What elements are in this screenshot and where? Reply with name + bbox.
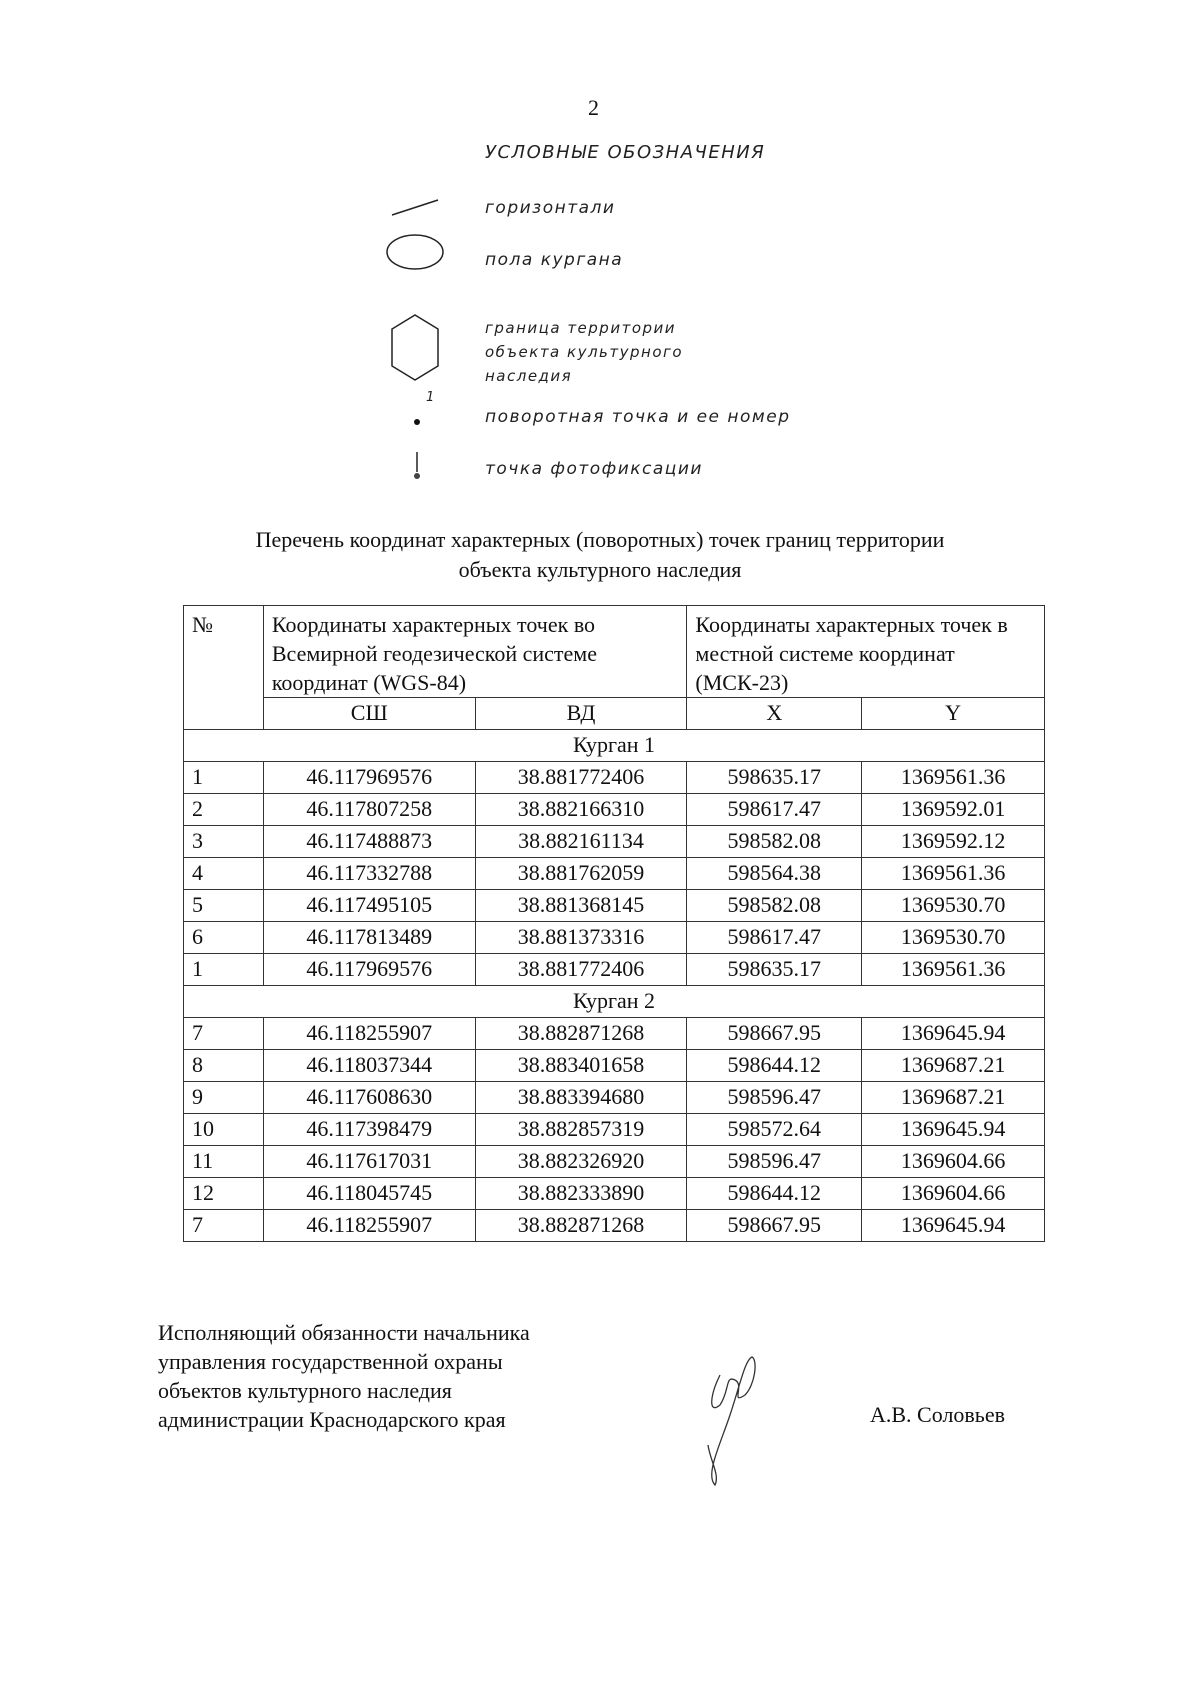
latitude: 46.117495105 bbox=[263, 890, 475, 922]
table-title bbox=[150, 525, 1050, 585]
y-coord: 1369687.21 bbox=[862, 1082, 1045, 1114]
point-number-marker: 1 bbox=[426, 390, 436, 405]
x-coord: 598564.38 bbox=[687, 858, 862, 890]
point-number: 9 bbox=[184, 1082, 264, 1114]
longitude: 38.882871268 bbox=[475, 1018, 687, 1050]
group-row bbox=[184, 986, 1045, 1018]
header-msk: Координаты характерных точек в местной системе координат (МСК-23) bbox=[687, 606, 1045, 698]
latitude: 46.117617031 bbox=[263, 1146, 475, 1178]
coordinates-table bbox=[183, 605, 1045, 1242]
y-coord: 1369561.36 bbox=[862, 954, 1045, 986]
latitude: 46.117488873 bbox=[263, 826, 475, 858]
x-coord: 598644.12 bbox=[687, 1050, 862, 1082]
table-row bbox=[184, 1050, 1045, 1082]
longitude: 38.882166310 bbox=[475, 794, 687, 826]
longitude: 38.881772406 bbox=[475, 762, 687, 794]
y-coord: 1369604.66 bbox=[862, 1146, 1045, 1178]
header-wgs: Координаты характерных точек во Всемирной геодезической системе координат (WGS-84) bbox=[263, 606, 687, 698]
latitude: 46.118037344 bbox=[263, 1050, 475, 1082]
table-row bbox=[184, 762, 1045, 794]
y-coord: 1369592.12 bbox=[862, 826, 1045, 858]
header-x: X bbox=[687, 698, 862, 730]
x-coord: 598617.47 bbox=[687, 922, 862, 954]
y-coord: 1369561.36 bbox=[862, 858, 1045, 890]
position-line: Исполняющий обязанности начальника bbox=[158, 1320, 530, 1345]
title-line-1: Перечень координат характерных (поворотных) точек границ территории bbox=[255, 527, 945, 552]
x-coord: 598596.47 bbox=[687, 1082, 862, 1114]
table-row bbox=[184, 890, 1045, 922]
table-row bbox=[184, 858, 1045, 890]
table-row bbox=[184, 826, 1045, 858]
signatory-name: А.В. Соловьев bbox=[870, 1402, 1005, 1427]
y-coord: 1369604.66 bbox=[862, 1178, 1045, 1210]
legend-icons bbox=[380, 190, 450, 490]
x-coord: 598596.47 bbox=[687, 1146, 862, 1178]
point-number: 12 bbox=[184, 1178, 264, 1210]
legend-label-turning-point: поворотная точка и ее номер bbox=[485, 407, 791, 427]
point-number: 7 bbox=[184, 1210, 264, 1242]
header-y: Y bbox=[862, 698, 1045, 730]
table-row bbox=[184, 1146, 1045, 1178]
table-row bbox=[184, 794, 1045, 826]
point-icon bbox=[414, 419, 420, 425]
latitude: 46.117332788 bbox=[263, 858, 475, 890]
x-coord: 598635.17 bbox=[687, 762, 862, 794]
y-coord: 1369530.70 bbox=[862, 922, 1045, 954]
longitude: 38.881368145 bbox=[475, 890, 687, 922]
point-number: 7 bbox=[184, 1018, 264, 1050]
y-coord: 1369645.94 bbox=[862, 1018, 1045, 1050]
table-row bbox=[184, 1210, 1045, 1242]
longitude: 38.882333890 bbox=[475, 1178, 687, 1210]
legend-title: УСЛОВНЫЕ ОБОЗНАЧЕНИЯ bbox=[485, 142, 766, 163]
latitude: 46.117398479 bbox=[263, 1114, 475, 1146]
legend-label-contours: горизонтали bbox=[485, 198, 616, 218]
point-number: 6 bbox=[184, 922, 264, 954]
table-row bbox=[184, 954, 1045, 986]
y-coord: 1369530.70 bbox=[862, 890, 1045, 922]
y-coord: 1369561.36 bbox=[862, 762, 1045, 794]
group-name: Курган 1 bbox=[184, 730, 1045, 762]
x-coord: 598667.95 bbox=[687, 1018, 862, 1050]
legend-label-mound: пола кургана bbox=[485, 250, 624, 270]
longitude: 38.882326920 bbox=[475, 1146, 687, 1178]
point-number: 4 bbox=[184, 858, 264, 890]
legend-label-photo-point: точка фотофиксации bbox=[485, 459, 703, 479]
handwritten-signature bbox=[690, 1345, 770, 1495]
legend-label-boundary: граница территории объекта культурного наследия bbox=[485, 319, 684, 385]
position-line: администрации Краснодарского края bbox=[158, 1407, 506, 1432]
latitude: 46.117608630 bbox=[263, 1082, 475, 1114]
latitude: 46.117807258 bbox=[263, 794, 475, 826]
y-coord: 1369687.21 bbox=[862, 1050, 1045, 1082]
header-number: № bbox=[184, 606, 264, 730]
point-number: 1 bbox=[184, 762, 264, 794]
latitude: 46.118255907 bbox=[263, 1018, 475, 1050]
longitude: 38.882871268 bbox=[475, 1210, 687, 1242]
x-coord: 598582.08 bbox=[687, 826, 862, 858]
x-coord: 598572.64 bbox=[687, 1114, 862, 1146]
point-number: 11 bbox=[184, 1146, 264, 1178]
page-number: 2 bbox=[588, 95, 599, 120]
longitude: 38.882857319 bbox=[475, 1114, 687, 1146]
latitude: 46.117969576 bbox=[263, 954, 475, 986]
group-name: Курган 2 bbox=[184, 986, 1045, 1018]
latitude: 46.118045745 bbox=[263, 1178, 475, 1210]
longitude: 38.883394680 bbox=[475, 1082, 687, 1114]
longitude: 38.881373316 bbox=[475, 922, 687, 954]
group-row bbox=[184, 730, 1045, 762]
y-coord: 1369592.01 bbox=[862, 794, 1045, 826]
table-row bbox=[184, 922, 1045, 954]
table-row bbox=[184, 1018, 1045, 1050]
latitude: 46.117969576 bbox=[263, 762, 475, 794]
table-row bbox=[184, 1178, 1045, 1210]
point-number: 8 bbox=[184, 1050, 264, 1082]
longitude: 38.883401658 bbox=[475, 1050, 687, 1082]
x-coord: 598617.47 bbox=[687, 794, 862, 826]
y-coord: 1369645.94 bbox=[862, 1114, 1045, 1146]
point-number: 2 bbox=[184, 794, 264, 826]
signatory-position bbox=[158, 1318, 530, 1434]
longitude: 38.882161134 bbox=[475, 826, 687, 858]
ellipse-icon bbox=[387, 235, 443, 269]
latitude: 46.117813489 bbox=[263, 922, 475, 954]
longitude: 38.881762059 bbox=[475, 858, 687, 890]
point-number: 1 bbox=[184, 954, 264, 986]
header-lat: СШ bbox=[263, 698, 475, 730]
longitude: 38.881772406 bbox=[475, 954, 687, 986]
position-line: объектов культурного наследия bbox=[158, 1378, 452, 1403]
position-line: управления государственной охраны bbox=[158, 1349, 503, 1374]
contour-line-icon bbox=[392, 200, 438, 215]
point-number: 3 bbox=[184, 826, 264, 858]
header-lon: ВД bbox=[475, 698, 687, 730]
x-coord: 598582.08 bbox=[687, 890, 862, 922]
point-number: 5 bbox=[184, 890, 264, 922]
x-coord: 598667.95 bbox=[687, 1210, 862, 1242]
latitude: 46.118255907 bbox=[263, 1210, 475, 1242]
table-row bbox=[184, 1082, 1045, 1114]
y-coord: 1369645.94 bbox=[862, 1210, 1045, 1242]
x-coord: 598635.17 bbox=[687, 954, 862, 986]
x-coord: 598644.12 bbox=[687, 1178, 862, 1210]
title-line-2: объекта культурного наследия bbox=[458, 557, 742, 582]
table-row bbox=[184, 1114, 1045, 1146]
point-number: 10 bbox=[184, 1114, 264, 1146]
hexagon-icon bbox=[392, 315, 438, 380]
